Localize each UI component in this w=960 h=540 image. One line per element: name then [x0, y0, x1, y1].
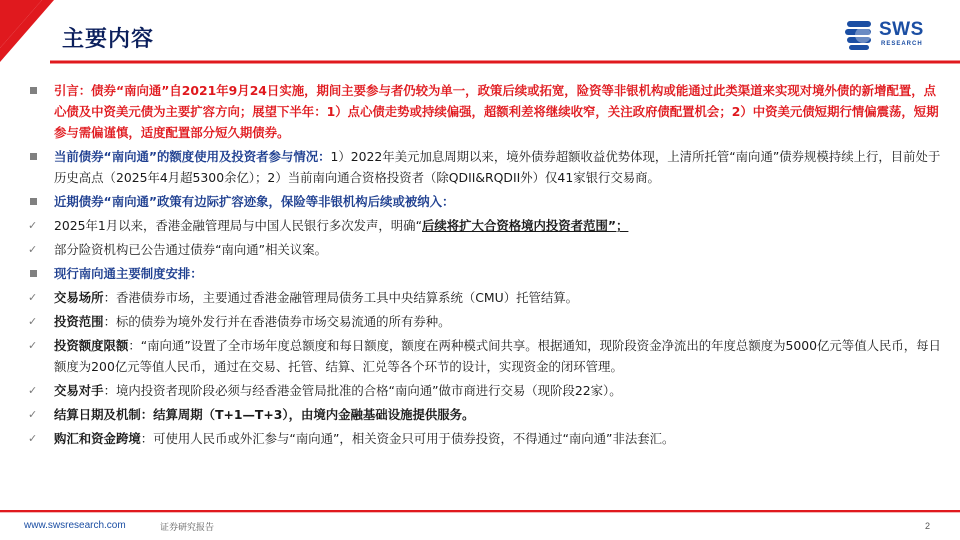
logo-text: SWS [879, 19, 924, 40]
policy-point-2 [28, 239, 944, 260]
logo-subtext: RESEARCH [881, 41, 923, 47]
page-number: 2 [924, 521, 930, 531]
rule-label: 投资额度限额 [54, 338, 129, 353]
check-bullet-icon: ✓ [28, 315, 38, 328]
check-bullet-icon: ✓ [28, 219, 38, 232]
rule-item [28, 380, 944, 401]
footer-website-link[interactable]: www.swsresearch.com [24, 520, 126, 531]
rule-label: 购汇和资金跨境 [54, 431, 141, 446]
rule-label: 交易对手 [54, 383, 104, 398]
policy-point-1-text: 2025年1月以来，香港金融管理局与中国人民银行多次发声，明确“ [54, 218, 422, 233]
rule-item [28, 287, 944, 308]
footer [0, 510, 960, 540]
policy-heading-item [28, 191, 944, 212]
rule-item [28, 311, 944, 332]
quota-heading: 当前债券“南向通”的额度使用及投资者参与情况： [54, 149, 331, 164]
square-bullet-icon [28, 191, 42, 212]
intro-text: 引言：债券“南向通”自2021年9月24日实施，期间主要参与者仍较为单一，政策后续或拓宽，险资等非银机构或能通过此类渠道来实现对境外债的新增配置，点心债及中资美元债为主要扩容方向；展望下半年：1）点心债走势或持续偏强，超额利差将继续收窄，关注政府债配置机会；2）中资美元债短期行情偏震荡，短期参与需偏谨慎，适度配置部分短久期债券。 [54, 83, 939, 140]
sws-logo-icon [845, 19, 877, 53]
sws-logo [845, 17, 945, 57]
policy-point-2-text: 部分险资机构已公告通过债券“南向通”相关议案。 [54, 242, 328, 257]
quota-text: 1）2022年美元加息周期以来，境外债券超额收益优势体现，上清所托管“南向通”债券规模持续上行，目前处于历史高点（2025年4月超5300余亿）；2）当前南向通合资格投资者（除QDII&RQDII外）仅41家银行交易商。 [54, 149, 941, 185]
rule-item [28, 428, 944, 449]
square-bullet-icon [28, 80, 42, 101]
rule-item [28, 404, 944, 425]
check-bullet-icon: ✓ [28, 408, 38, 421]
policy-point-1 [28, 215, 944, 236]
footer-report-label: 证券研究报告 [160, 523, 215, 533]
check-bullet-icon: ✓ [28, 243, 38, 256]
rule-text: ：“南向通”设置了全市场年度总额度和每日额度，额度在两种模式间共享。根据通知，现阶段资金净流出的年度总额度为5000亿元等值人民币，每日额度为200亿元等值人民币，通过在交易、托管、结算、汇兑等各个环节的设计，实现资金的闭环管理。 [54, 338, 941, 374]
rule-text: ：境内投资者现阶段必须与经香港金管局批准的合格“南向通”做市商进行交易（现阶段22家）。 [103, 383, 622, 398]
policy-point-1-underlined: 后续将扩大合资格境内投资者范围”； [422, 218, 629, 233]
check-bullet-icon: ✓ [28, 291, 38, 304]
rules-heading-item [28, 263, 944, 284]
rule-text: ：香港债券市场，主要通过香港金融管理局债务工具中央结算系统（CMU）托管结算。 [103, 290, 579, 305]
check-bullet-icon: ✓ [28, 432, 38, 445]
footer-divider [0, 510, 960, 515]
rule-text: ：标的债券为境外发行并在香港债券市场交易流通的所有券种。 [103, 314, 451, 329]
policy-heading: 近期债券“南向通”政策有边际扩容迹象，保险等非银机构后续或被纳入： [54, 194, 455, 209]
rules-heading: 现行南向通主要制度安排： [54, 266, 203, 281]
square-bullet-icon [28, 146, 42, 167]
rule-text: ：可使用人民币或外汇参与“南向通”，相关资金只可用于债券投资，不得通过“南向通”非法套汇。 [140, 431, 675, 446]
check-bullet-icon: ✓ [28, 384, 38, 397]
page-title: 主要内容 [62, 27, 155, 52]
rule-text: ：结算周期（T+1—T+3），由境内金融基础设施提供服务。 [140, 407, 475, 422]
quota-paragraph [28, 146, 944, 188]
square-bullet-icon [28, 263, 42, 284]
rule-label: 交易场所 [54, 290, 104, 305]
header [0, 0, 960, 70]
intro-paragraph [28, 80, 944, 143]
rule-label: 投资范围 [54, 314, 104, 329]
check-bullet-icon: ✓ [28, 339, 38, 352]
rule-item [28, 335, 944, 377]
rule-label: 结算日期及机制 [54, 407, 141, 422]
main-content [28, 80, 944, 449]
